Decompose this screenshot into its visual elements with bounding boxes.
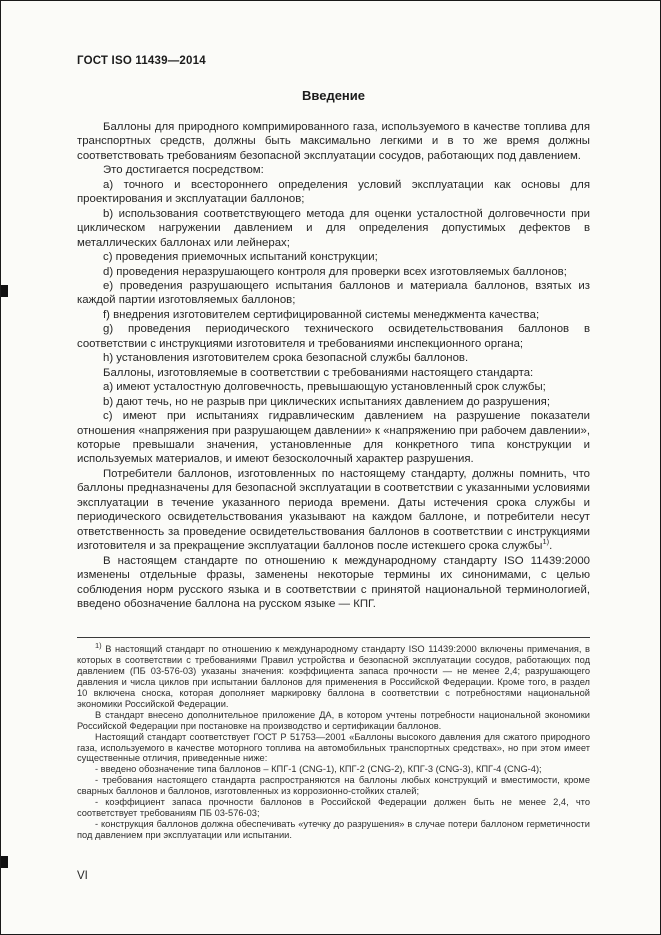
document-header: ГОСТ ISO 11439—2014 — [77, 55, 206, 67]
footnote-list-item: - коэффициент запаса прочности баллонов в Российской Федерации должен быть не менее 2,4, что соответствует требованиям ПБ 03-576-03; — [77, 797, 590, 818]
page-title: Введение — [302, 88, 365, 103]
footnote-section — [77, 641, 590, 840]
footnote-paragraph: Настоящий стандарт соответствует ГОСТ Р 51753—2001 «Баллоны высокого давления для сжатого природного газа, используемого в качестве моторного топлива на автомобильных транспортных средствах», но при этом имеет существенные отличия, приведенные ниже: — [77, 731, 590, 764]
footnote-list-item: - конструкция баллонов должна обеспечивать «утечку до разрушения» в случае потери баллоном герметичности под давлением при эксплуатации или испытании. — [77, 818, 590, 840]
paragraph: Баллоны для природного компримированного газа, используемого в качестве топлива для транспортных средств, должны быть максимально легкими и в то же время должны соответствовать требованиям безопасной эксплуатации сосудов, работающих под давлением. — [77, 121, 590, 162]
footnote-paragraph — [77, 641, 590, 709]
print-mark — [1, 856, 8, 868]
document-body — [77, 120, 590, 611]
list-item: c) имеют при испытаниях гидравлическим давлением на разрушение показатели отношения «напряжения при разрушающем давлении» к «напряжению при рабочем давлении», которые превышали значения, установленные для конкретного типа конструкции и используемых материалов, и имеют безосколочный характер разрушения. — [77, 410, 590, 466]
paragraph: Баллоны, изготовляемые в соответствии с требованиями настоящего стандарта: — [103, 366, 534, 379]
print-mark — [1, 285, 8, 297]
list-item: g) проведения периодического технического освидетельствования баллонов в соответствии с инструкциями изготовителя и требованиями инспекционного органа; — [77, 323, 590, 350]
footnote-divider — [77, 637, 590, 638]
paragraph: В настоящем стандарте по отношению к международному стандарту ISO 11439:2000 изменены отдельные фразы, заменены некоторые термины их синонимами, с целью соблюдения норм русского языка и в соответствии с принятой национальной терминологией, введено обозначение баллона на русском языке — КПГ. — [77, 554, 590, 610]
paragraph-text: Потребители баллонов, изготовленных по настоящему стандарту, должны помнить, что баллоны предназначены для безопасной эксплуатации в соответствии с указанными условиями эксплуатации в течение указанного периода времени. Даты истечения срока службы и периодического освидетельствования указывают на каждом баллоне, и потребители несут ответственность за проведение освидетельствования баллонов в соответствии с инструкциями изготовителя и за прекращение эксплуатации баллонов после истекшего срока службы — [77, 467, 590, 553]
list-item: h) установления изготовителем срока безопасной службы баллонов. — [103, 352, 469, 365]
footnote-paragraph: В стандарт внесено дополнительное приложение ДА, в котором учтены потребности национальной экономики Российской Федерации при постановке на производство и сертификации баллонов. — [77, 709, 590, 731]
paragraph: Это достигается посредством: — [103, 164, 264, 177]
paragraph-text: . — [549, 540, 553, 553]
footnote-text: В настоящий стандарт по отношению к международному стандарту ISO 11439:2000 включены примечания, в которых в соответствии с требованиями Правил устройства и безопасной эксплуатации сосудов, работающих под давлением (ПБ 03-576-03) указаны значения: коэффициента запаса прочности — не менее 2,4; разрушающего давления и числа циклов при испытании баллонов для применения в Российской Федерации. Кроме того, в раздел 10 включена сноска, которая дополняет маркировку баллона в соответствии с потребностями национальной экономики Российской Федерации. — [77, 644, 590, 709]
footnote-list-item: - введено обозначение типа баллонов – КПГ-1 (CNG-1), КПГ-2 (CNG-2), КПГ-3 (CNG-3), КПГ-4 (CNG-4); — [95, 764, 542, 775]
footnote-ref: 1) — [542, 537, 550, 547]
list-item: d) проведения неразрушающего контроля для проверки всех изготовляемых баллонов; — [103, 265, 567, 278]
paragraph-with-footnote-ref — [77, 467, 590, 554]
list-item: b) дают течь, но не разрыв при циклических испытаниях давлением до разрушения; — [103, 395, 551, 408]
list-item: a) имеют усталостную долговечность, превышающую установленный срок службы; — [103, 381, 546, 394]
list-item: a) точного и всестороннего определения условий эксплуатации как основы для проектирования и эксплуатации баллонов; — [77, 178, 590, 206]
list-item: f) внедрения изготовителем сертифицированной системы менеджмента качества; — [103, 308, 540, 321]
page-number: VI — [77, 870, 88, 882]
list-item: c) проведения приемочных испытаний конструкции; — [103, 251, 378, 264]
footnote-list-item: - требования настоящего стандарта распространяются на баллоны любых конструкций и вместимости, кроме сварных баллонов и баллонов, изготовленных из коррозионно-стойких сталей; — [77, 775, 590, 797]
list-item: b) использования соответствующего метода для оценки усталостной долговечности при циклическом нагружении давлением и для определения допустимых дефектов в металлических баллонах или лейнерах; — [77, 207, 590, 249]
list-item: e) проведения разрушающего испытания баллонов и материала баллонов, взятых из каждой партии изготовляемых баллонов; — [77, 279, 590, 307]
footnote-marker: 1) — [95, 641, 102, 651]
